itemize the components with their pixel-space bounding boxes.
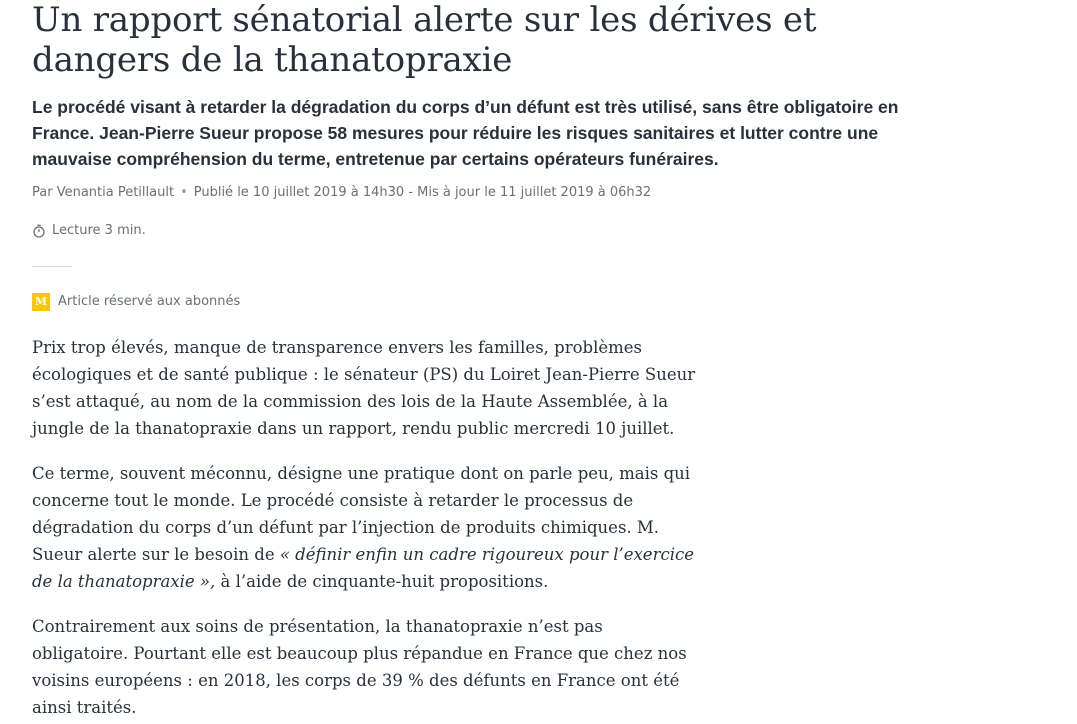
subscriber-only-label: Article réservé aux abonnés	[58, 294, 241, 309]
quote-text: « définir enfin un cadre rigoureux pour l’exercice de la thanatopraxie »,	[32, 545, 694, 591]
stopwatch-icon	[32, 224, 46, 238]
article-paragraph	[32, 460, 704, 595]
meta-divider	[32, 266, 72, 267]
article-headline: Un rapport sénatorial alerte sur les dérives et dangers de la thanatopraxie	[32, 0, 817, 80]
reading-time	[32, 222, 146, 240]
meta-separator: •	[180, 185, 188, 200]
paragraph-text: à l’aide de cinquante-huit propositions.	[215, 572, 549, 591]
paragraph-text: Ce terme, souvent méconnu, désigne une pratique dont on parle peu, mais qui concerne tout le monde. Le procédé consiste à retarder le processus de dégradation du corps d’un défunt par l’injection de produits chimiques. M. Sueur alerte sur le besoin de	[32, 464, 691, 564]
article-standfirst: Le procédé visant à retarder la dégradation du corps d’un défunt est très utilisé, sans être obligatoire en France. Jean-Pierre Sueur propose 58 mesures pour réduire les risques sanitaires et lutter contre une mauvaise compréhension du terme, entretenue par certains opérateurs funéraires.	[32, 97, 899, 169]
author-link[interactable]: Par Venantia Petillault	[32, 185, 175, 200]
article-paragraph: Prix trop élevés, manque de transparence envers les familles, problèmes écologiques et de santé publique : le sénateur (PS) du Loiret Jean-Pierre Sueur s’est attaqué, au nom de la commission des lois de la Haute Assemblée, à la jungle de la thanatopraxie dans un rapport, rendu public mercredi 10 juillet.	[32, 338, 696, 438]
publication-dates: Publié le 10 juillet 2019 à 14h30 - Mis à jour le 11 juillet 2019 à 06h32	[193, 185, 652, 200]
article-body	[32, 334, 704, 724]
reading-time-label: Lecture 3 min.	[52, 223, 146, 238]
subscriber-only-notice	[32, 293, 240, 311]
le-monde-m-icon: M	[32, 293, 50, 311]
article-meta	[32, 184, 651, 202]
article-paragraph: Contrairement aux soins de présentation, la thanatopraxie n’est pas obligatoire. Pourtant elle est beaucoup plus répandue en France que chez nos voisins européens : en 2018, les corps de 39 % des défunts en France ont été ainsi traités.	[32, 617, 687, 717]
